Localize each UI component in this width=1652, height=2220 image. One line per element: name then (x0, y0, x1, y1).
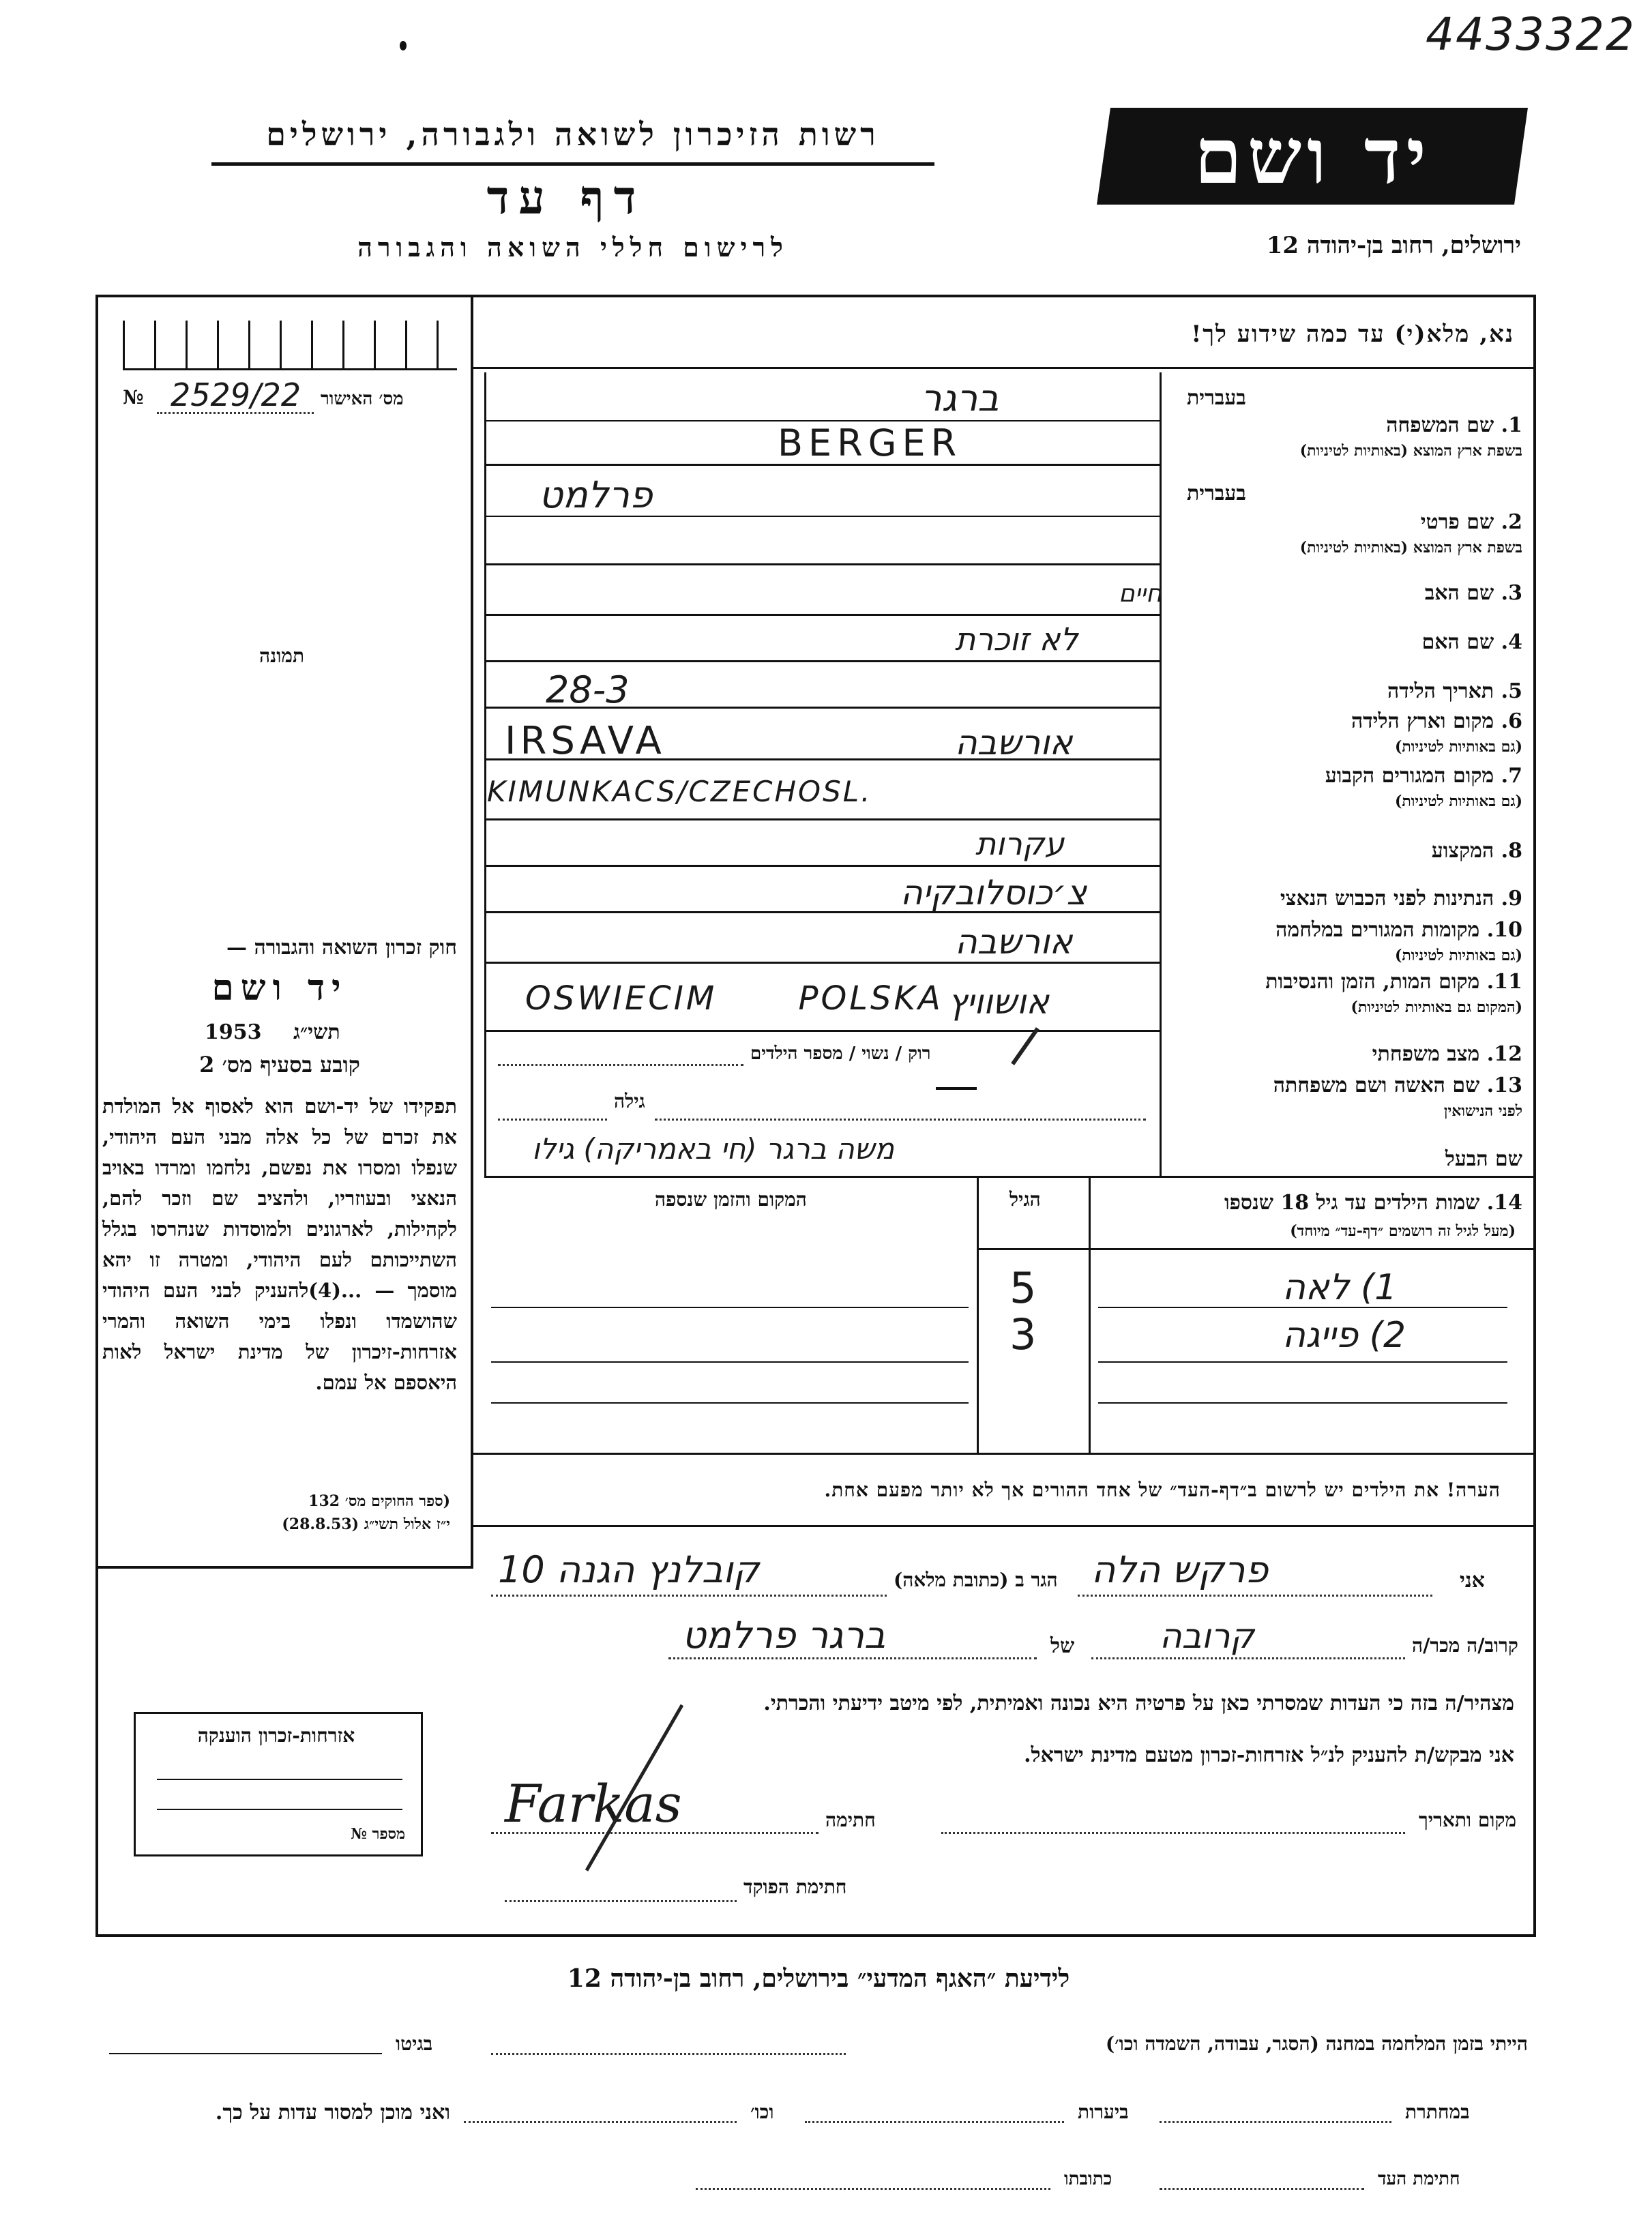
org-line: רשות הזיכרון לשואה ולגבורה, ירושלים (266, 116, 880, 153)
wife-age-label: גילה (614, 1090, 645, 1112)
signature: Farkas (505, 1773, 682, 1834)
field-11-sub: (המקום גם באותיות לטיניות) (1351, 998, 1522, 1016)
field-13-label: 13. שם האשה ושם משפחתה (1273, 1074, 1522, 1097)
col-place-header: המקום והזמן שנספה (655, 1188, 807, 1211)
footer-line2-dots3 (464, 2121, 737, 2123)
field-11-latin: OSWIECIM POLSKA (525, 979, 943, 1018)
footer-line2-d: ואני מוכן למסור עדות על כך. (215, 2101, 450, 2125)
children-header-rule (977, 1248, 1536, 1250)
approval-line (157, 412, 314, 414)
children-col-2 (977, 1176, 979, 1453)
field-7-sub: (גם באותיות לטיניות) (1394, 793, 1522, 810)
col-age-header: הגיל (1009, 1188, 1041, 1211)
field-5-label: 5. תאריך הלידה (1387, 679, 1522, 703)
field-10-sub: (גם באותיות לטיניות) (1394, 947, 1522, 964)
row-line-11 (484, 1030, 1160, 1032)
footer-line3-a: חתימת העד (1378, 2169, 1460, 2189)
ink-dot (400, 41, 407, 50)
field-11-label: 11. מקום המות, הזמן והנסיבות (1265, 970, 1522, 994)
law-ref2: י״ז אלול תשי״ג (28.8.53) (282, 1515, 450, 1533)
field-10-value: אורשבה (955, 922, 1073, 962)
marital-options: רוק / נשוי / מספר הילדים (750, 1044, 931, 1064)
declarant-address: קובלנץ הגנה 10 (498, 1548, 760, 1591)
request-text: אני מבקש/ת להעניק לנ״ל אזרחות-זכרון מטעם מדינת ישראל. (1024, 1743, 1514, 1767)
archive-number: 4433322 (1426, 8, 1636, 61)
of-value: ברגר פרלמט (682, 1614, 886, 1657)
children-sub: (מעל לגיל זה רושמים ״דף-עד״ מיוחד) (1290, 1222, 1516, 1240)
footer-title: לידיעת ״האגף המדעי״ בירושלים, רחוב בן-יהודה 12 (567, 1964, 1070, 1993)
officer-line (505, 1900, 737, 1902)
value-box-left (484, 372, 486, 1177)
footer-line1-end (109, 2053, 382, 2054)
approval-prefix: № (123, 386, 144, 409)
place-date-line (941, 1832, 1405, 1834)
ticks-box (123, 321, 457, 370)
footer-line1-dots (491, 2053, 846, 2055)
field-3-label: 3. שם האב (1424, 581, 1522, 605)
field-1-value: ברגר (921, 376, 999, 419)
row-line-2 (484, 563, 1160, 565)
field-12-label: 12. מצב משפחתי (1372, 1042, 1522, 1066)
husband-value: משה ברגר (חי באמריקה) גילו (532, 1132, 894, 1166)
form-title: דף עד (486, 171, 646, 225)
logo-text: יד ושם (1194, 112, 1432, 201)
footer-line3-dots2 (696, 2188, 1050, 2190)
law-section: קובע בסעיף מס׳ 2 (199, 1052, 360, 1078)
field-2-value: פרלמט (539, 473, 653, 516)
child-line-2b (1098, 1361, 1507, 1363)
relation-line (1091, 1657, 1405, 1659)
children-col-1 (1089, 1176, 1091, 1453)
wife-line2 (655, 1119, 1146, 1121)
declarant-name: פרקש הלה (1091, 1548, 1269, 1591)
field-9-label: 9. הנתינות לפני הכבוש הנאצי (1280, 887, 1522, 911)
org-underline (211, 162, 934, 166)
law-year-heb: תשי״ג (293, 1020, 340, 1044)
place-date-label: מקום ותאריך (1419, 1809, 1517, 1831)
of-label: של (1050, 1634, 1075, 1658)
row-line-7 (484, 818, 1160, 820)
field-6-label: 6. מקום וארץ הלידה (1351, 709, 1522, 733)
law-title: חוק זכרון השואה והגבורה — (226, 936, 457, 960)
address-line (491, 1595, 887, 1597)
footer-line1-b: בגיטו (396, 2032, 433, 2055)
citizenship-title: אזרחות-זכרון הוענקה (197, 1724, 355, 1747)
child-2-age: 3 (1009, 1309, 1037, 1359)
field-2-sub: בשפת ארץ המוצא (באותיות לטיניות) (1299, 539, 1522, 557)
header-address: ירושלים, רחוב בן-יהודה 12 (1266, 232, 1521, 259)
marital-dash (936, 1087, 977, 1090)
cert-line2 (157, 1809, 402, 1810)
law-text: תפקידו של יד-ושם הוא לאסוף אל המולדת את זכרם של כל אלה מבני העם היהודי, שנפלו ומסרו את נפשם, נלחמו ומרדו באויב הנאצי ובעוזריו, ולהציב שם וזכר להם, לקהילות, לארגונים ולמוסדות שנהרסו בגלל השתייכותם לעם היהודי, ומטרה זו יהא מוסמך — ...(4)להעניק לבני העם היהודי שהושמדו ונפלו בימי השואה והמרי אזרחות-זיכרון של מדינת ישראל לאות היאספם אל עמם. (102, 1095, 457, 1394)
field-6-value: אורשבה (955, 723, 1073, 763)
cert-line1 (157, 1779, 402, 1780)
instruction-rule (473, 367, 1536, 369)
footer-line1-a: הייתי בזמן המלחמה במחנה (הסגר, עבודה, השמדה וכו׳) (1105, 2032, 1528, 2055)
field-6-latin: IRSAVA (505, 719, 666, 763)
husband-label: שם הבעל (1445, 1147, 1522, 1171)
marital-line (498, 1064, 743, 1066)
name-line (1078, 1595, 1432, 1597)
instruction: נא, מלא(י) עד כמה שידוע לך! (1191, 321, 1514, 348)
note-rule-bottom (473, 1525, 1536, 1527)
field-4-label: 4. שם האם (1421, 630, 1522, 654)
field-4-value: לא זוכרת (955, 621, 1078, 657)
cert-number: מספר № (351, 1825, 405, 1843)
child-1-name: 1) לאה (1282, 1267, 1398, 1308)
law-name: יד ושם (211, 967, 348, 1009)
footer-line3-dots1 (1160, 2188, 1364, 2190)
field-1-label: 1. שם המשפחה (1386, 413, 1522, 437)
signature-label: חתימה (825, 1809, 876, 1831)
relation-value: קרובה (1160, 1616, 1254, 1656)
wife-line (498, 1119, 607, 1121)
field-7-latin: KIMUNKACS/CZECHOSL. (487, 775, 872, 808)
in-hebrew-1: בעברית (1187, 386, 1246, 410)
children-label: 14. שמות הילדים עד גיל 18 שנספו (1224, 1191, 1522, 1215)
note-rule-top (473, 1453, 1536, 1455)
row-line-3 (484, 614, 1160, 616)
row-line-8 (484, 865, 1160, 867)
relation-label: קרוב/ה מכר/ה (1412, 1634, 1518, 1657)
footer-line3-b: כתובתו (1064, 2169, 1112, 2189)
field-9-value: צ׳כוסלובקיה (900, 873, 1087, 913)
child-line-3 (491, 1402, 969, 1404)
field-1-number: 1. (1501, 413, 1522, 437)
in-hebrew-2: בעברית (1187, 482, 1246, 505)
field-13-sub: לפני הנישואין (1443, 1102, 1522, 1120)
field-1-sub: בשפת ארץ המוצא (באותיות לטיניות) (1299, 442, 1522, 460)
law-box-bottom (95, 1566, 473, 1569)
declare-text: מצהיר/ה בזה כי העדות שמסרתי כאן על פרטיה היא נכונה ואמיתית, לפי מיטב ידיעתי והכרתי. (763, 1691, 1514, 1715)
field-2-label: 2. שם פרטי (1420, 510, 1522, 534)
field-10-label: 10. מקומות המגורים במלחמה (1275, 918, 1522, 942)
field-5-value: 28-3 (546, 668, 630, 711)
left-column-divider (471, 295, 473, 1569)
field-7-label: 7. מקום המגורים הקבוע (1325, 764, 1522, 788)
signature-line (491, 1832, 818, 1834)
field-8-label: 8. המקצוע (1431, 839, 1522, 863)
husband-rule (484, 1176, 1536, 1178)
of-line (668, 1657, 1037, 1659)
footer-line2-a: במחתרת (1405, 2101, 1470, 2123)
form-subtitle: לרישום חללי השואה והגבורה (357, 232, 788, 263)
field-8-value: עקרות (975, 825, 1065, 862)
photo-label: תמונה (259, 645, 305, 667)
footer-line2-b: ביערות (1078, 2101, 1129, 2123)
approval-value: 2529/22 (171, 376, 301, 413)
law-year: 1953 (205, 1020, 262, 1044)
child-1-age: 5 (1009, 1263, 1037, 1313)
child-line-3b (1098, 1402, 1507, 1404)
note: הערה! את הילדים יש לרשום ב״דף-העד״ של אחד ההורים אך לא יותר מפעם אחת. (824, 1479, 1501, 1501)
approval-label: מס׳ האישור (321, 389, 404, 409)
resides-label: הגר ב (כתובת מלאה) (894, 1569, 1058, 1591)
child-line-2 (491, 1361, 969, 1363)
i-label: אני (1460, 1569, 1485, 1593)
law-ref1: (ספר החוקים מס׳ 132 (308, 1492, 450, 1510)
field-1-latin: BERGER (778, 421, 962, 464)
footer-line2-c: וכו׳ (750, 2101, 774, 2123)
label-divider (1160, 372, 1162, 1177)
child-line-1 (491, 1307, 969, 1308)
field-11-value: אושוויץ (948, 982, 1049, 1022)
field-6-sub: (גם באותיות לטיניות) (1394, 738, 1522, 756)
row-line-4 (484, 660, 1160, 662)
footer-line2-dots2 (805, 2121, 1064, 2123)
row-line-10 (484, 962, 1160, 964)
footer-line2-dots1 (1160, 2121, 1391, 2123)
field-3-value: חיים (1119, 580, 1162, 608)
officer-label: חתימת הפוקד (743, 1876, 847, 1898)
child-2-name: 2) פייגה (1282, 1315, 1406, 1356)
